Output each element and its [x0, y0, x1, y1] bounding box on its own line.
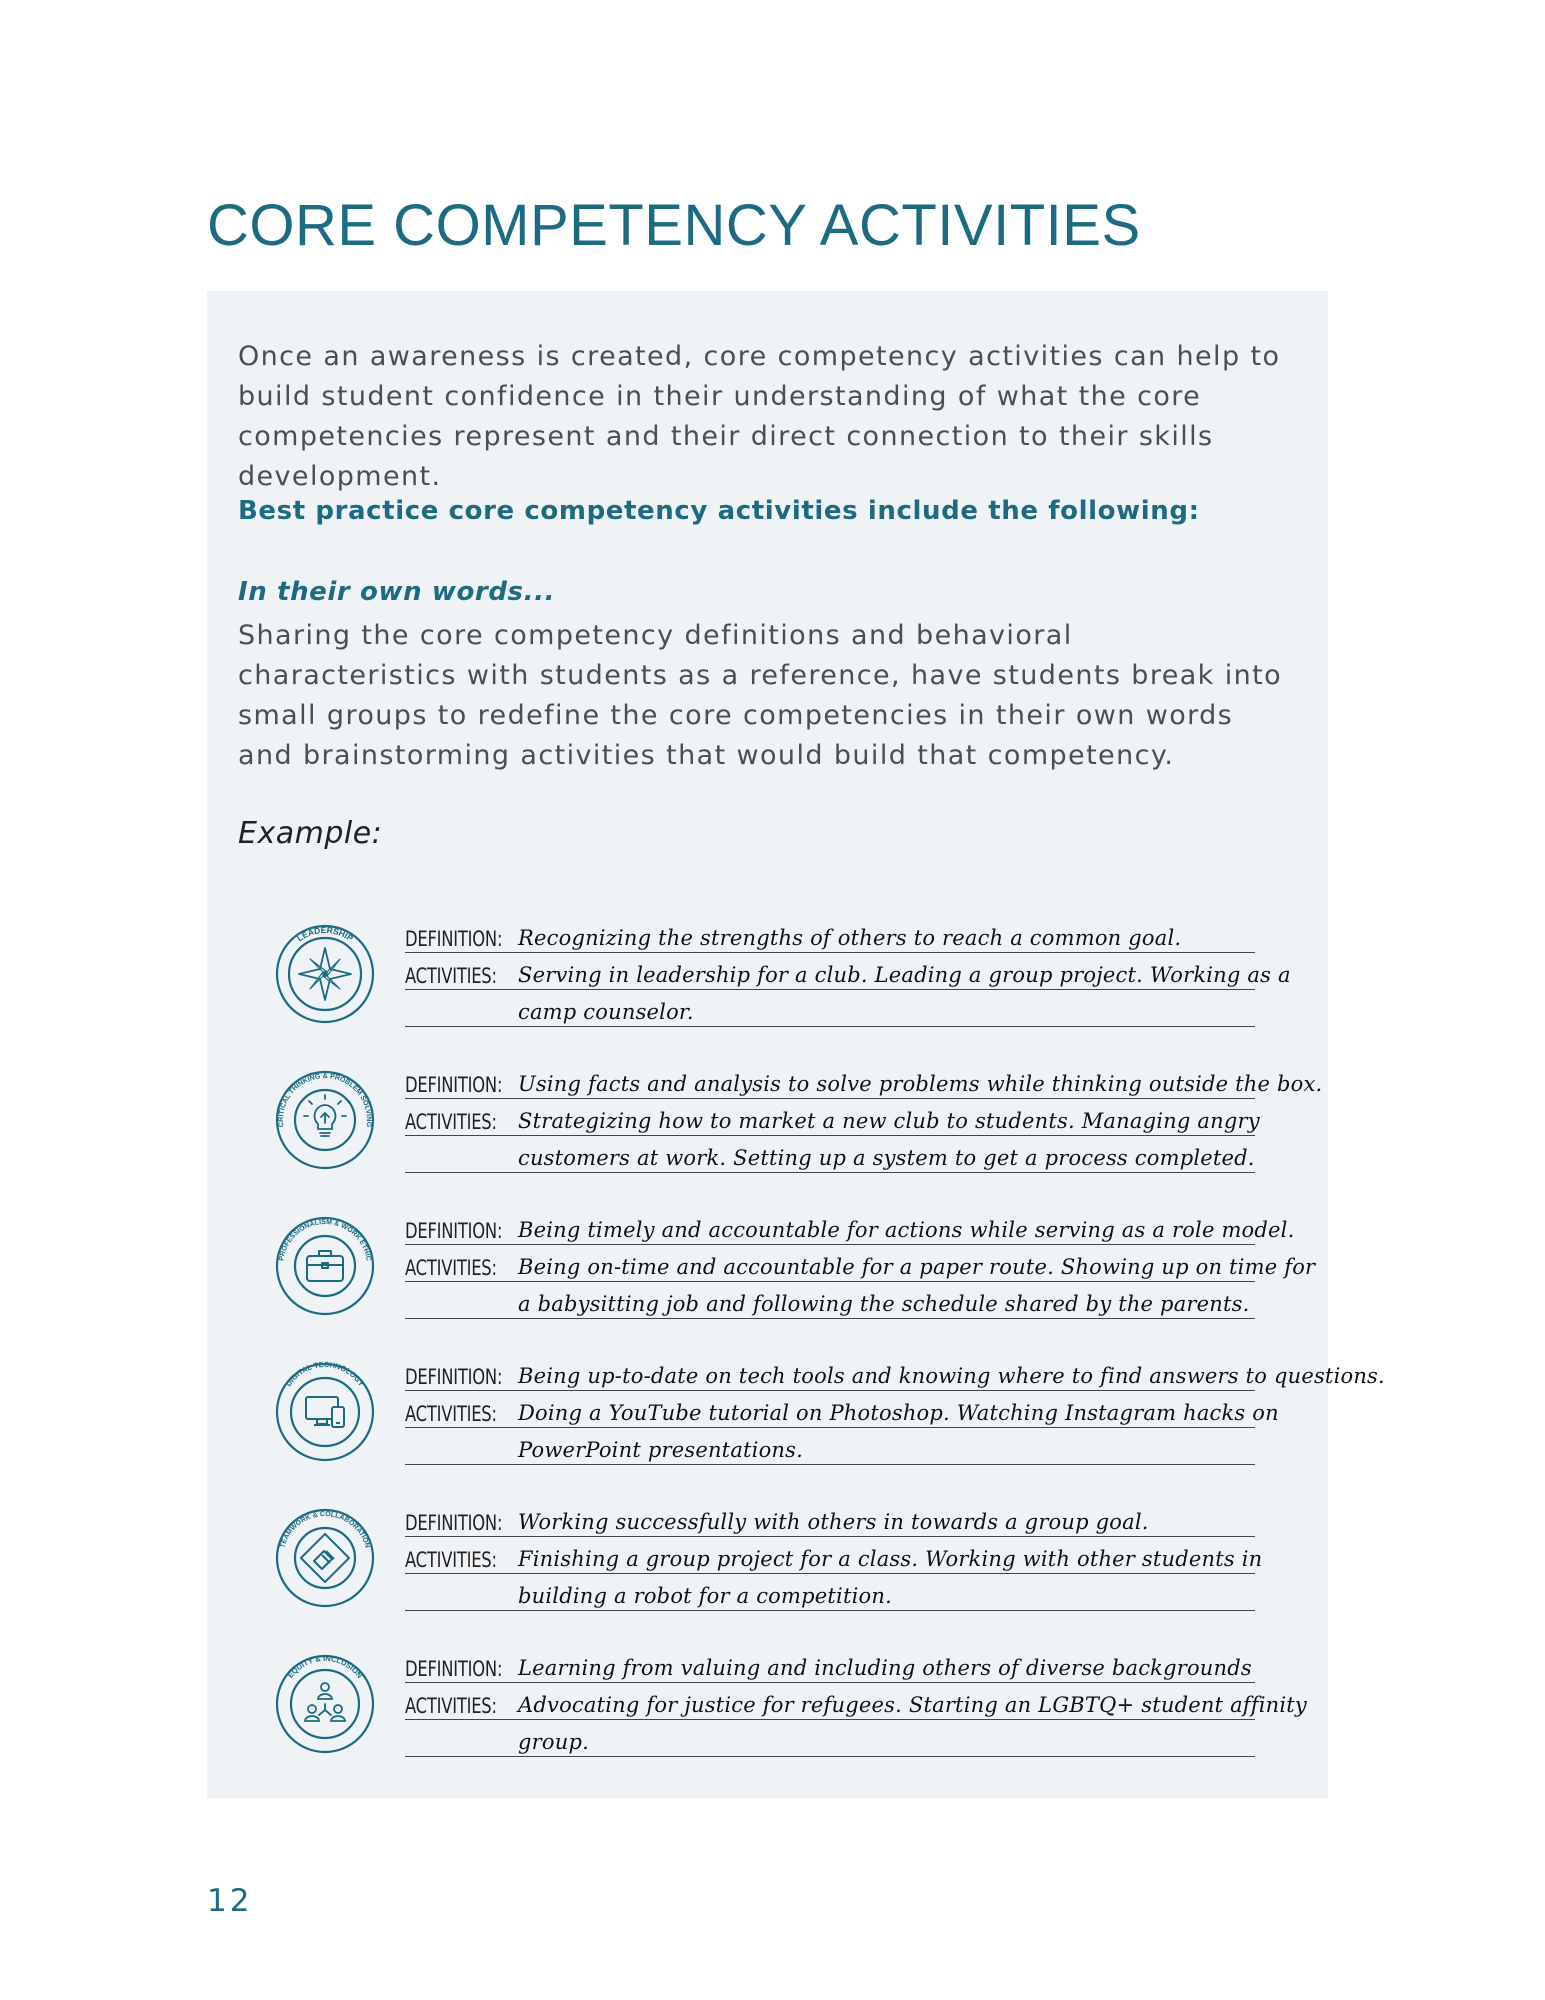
page-title: CORE COMPETENCY ACTIVITIES	[207, 193, 1141, 258]
activities-continuation-line	[405, 1573, 1255, 1611]
activities-line: ACTIVITIES: Advocating for justice for refugees. Starting an LGBTQ+ student affinity	[405, 1682, 1255, 1720]
digital-technology-badge	[270, 1357, 380, 1467]
svg-text:DIGITAL TECHNOLOGY: DIGITAL TECHNOLOGY	[283, 1359, 367, 1389]
equity-inclusion-badge	[270, 1649, 380, 1759]
best-practice-heading: Best practice core competency activities include the following:	[238, 496, 1200, 526]
activities-line: ACTIVITIES: Serving in leadership for a club. Leading a group project. Working as a	[405, 952, 1255, 990]
competency-equity-inclusion	[270, 1645, 1308, 1765]
intro-paragraph: Once an awareness is created, core competency activities can help to build student confidence in their understanding of what the core competencies represent and their direct connection to their skills development.	[238, 341, 1281, 492]
svg-text:CRITICAL THINKING & PROBLEM SO: CRITICAL THINKING & PROBLEM SOLVING	[277, 1073, 373, 1128]
definition-text: Recognizing the strengths of others to reach a common goal.	[518, 926, 1182, 950]
activities-text: Being on-time and accountable for a paper route. Showing up on time for	[518, 1255, 1316, 1279]
compass-star-icon	[299, 948, 351, 1000]
lightbulb-icon	[304, 1095, 346, 1136]
svg-text:EQUITY & INCLUSION: EQUITY & INCLUSION	[285, 1653, 365, 1680]
definition-line: DEFINITION: Recognizing the strengths of others to reach a common goal.	[405, 915, 1255, 953]
definition-line: DEFINITION: Working successfully with others in towards a group goal.	[405, 1499, 1255, 1537]
definition-line: DEFINITION: Being up-to-date on tech tools and knowing where to find answers to questions.	[405, 1353, 1255, 1391]
svg-text:PROFESSIONALISM & WORK ETHIC: PROFESSIONALISM & WORK ETHIC	[278, 1218, 372, 1262]
handshake-icon	[301, 1534, 349, 1582]
svg-text:TEAMWORK & COLLABORATION: TEAMWORK & COLLABORATION	[279, 1510, 371, 1549]
competency-teamwork	[270, 1499, 1300, 1619]
definition-line: DEFINITION: Being timely and accountable for actions while serving as a role model.	[405, 1207, 1255, 1245]
section-subheading: In their own words...	[238, 577, 556, 607]
competency-digital-technology	[270, 1353, 1385, 1473]
people-network-icon	[305, 1683, 345, 1721]
devices-icon	[306, 1397, 344, 1427]
competency-critical-thinking	[270, 1061, 1323, 1181]
page-number: 12	[207, 1883, 253, 1919]
activities-text: Serving in leadership for a club. Leading a group project. Working as a	[518, 963, 1291, 987]
leadership-badge	[270, 919, 380, 1029]
activities-text-continued: PowerPoint presentations.	[518, 1438, 804, 1462]
activities-text-continued: building a robot for a competition.	[518, 1584, 892, 1608]
activities-continuation-line	[405, 1135, 1255, 1173]
activities-continuation-line	[405, 1281, 1255, 1319]
activities-continuation-line	[405, 1427, 1255, 1465]
activities-line: ACTIVITIES: Being on-time and accountable for a paper route. Showing up on time for	[405, 1244, 1255, 1282]
professionalism-badge	[270, 1211, 380, 1321]
activities-continuation-line	[405, 1719, 1255, 1757]
briefcase-icon	[307, 1251, 343, 1281]
activities-line: ACTIVITIES: Finishing a group project for a class. Working with other students in	[405, 1536, 1255, 1574]
activities-text-continued: a babysitting job and following the schedule shared by the parents.	[518, 1292, 1250, 1316]
activities-text-continued: customers at work. Setting up a system to get a process completed.	[518, 1146, 1255, 1170]
activities-text-continued: group.	[518, 1730, 589, 1754]
activities-text: Doing a YouTube tutorial on Photoshop. Watching Instagram hacks on	[518, 1401, 1279, 1425]
critical-thinking-badge	[270, 1065, 380, 1175]
definition-text: Working successfully with others in towards a group goal.	[518, 1510, 1149, 1534]
activities-line: ACTIVITIES: Doing a YouTube tutorial on Photoshop. Watching Instagram hacks on	[405, 1390, 1255, 1428]
definition-text: Learning from valuing and including others of diverse backgrounds	[518, 1656, 1252, 1680]
activities-text: Strategizing how to market a new club to students. Managing angry	[518, 1109, 1260, 1133]
definition-line: DEFINITION: Learning from valuing and including others of diverse backgrounds	[405, 1645, 1255, 1683]
definition-line: DEFINITION: Using facts and analysis to solve problems while thinking outside the box.	[405, 1061, 1255, 1099]
definition-text: Being timely and accountable for actions while serving as a role model.	[518, 1218, 1295, 1242]
example-label: Example:	[238, 816, 383, 851]
activities-text: Advocating for justice for refugees. Starting an LGBTQ+ student affinity	[518, 1693, 1308, 1717]
competency-professionalism	[270, 1207, 1316, 1327]
activities-text: Finishing a group project for a class. Working with other students in	[518, 1547, 1263, 1571]
activities-continuation-line	[405, 989, 1255, 1027]
definition-text: Being up-to-date on tech tools and knowing where to find answers to questions.	[518, 1364, 1385, 1388]
section-description: Sharing the core competency definitions and behavioral characteristics with students as a reference, have students break into small groups to redefine the core competencies in their own words and brainstorming activities that would build that competency.	[238, 620, 1283, 771]
activities-text-continued: camp counselor.	[518, 1000, 694, 1024]
activities-line: ACTIVITIES: Strategizing how to market a new club to students. Managing angry	[405, 1098, 1255, 1136]
definition-text: Using facts and analysis to solve problems while thinking outside the box.	[518, 1072, 1323, 1096]
teamwork-badge	[270, 1503, 380, 1613]
competency-leadership	[270, 915, 1300, 1035]
svg-text:LEADERSHIP: LEADERSHIP	[294, 924, 356, 944]
